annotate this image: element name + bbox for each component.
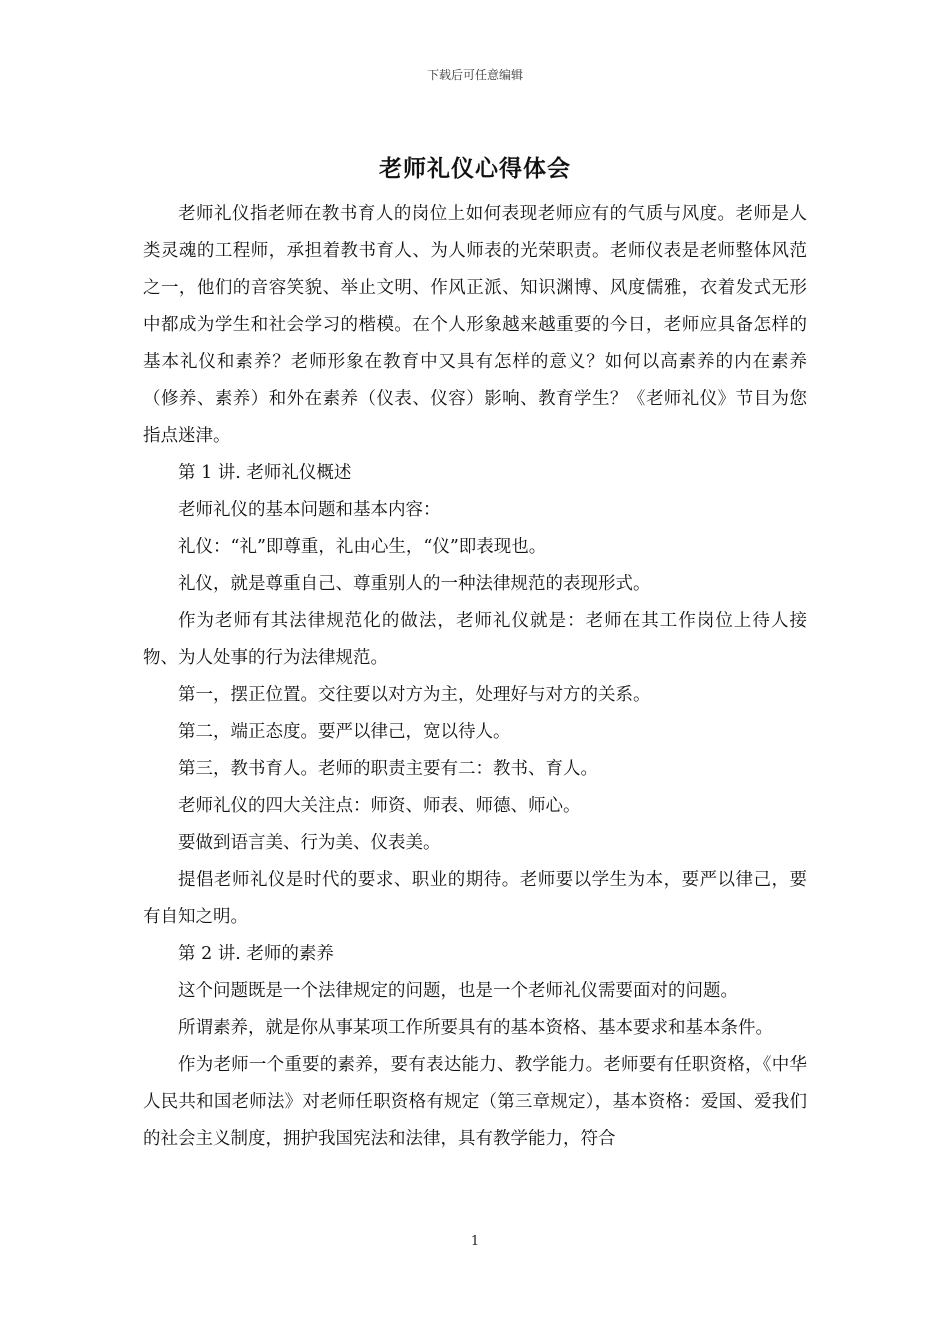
paragraph: 提倡老师礼仪是时代的要求、职业的期待。老师要以学生为本，要严以律己，要有自知之明。 [143, 870, 807, 927]
paragraph: 这个问题既是一个法律规定的问题，也是一个老师礼仪需要面对的问题。 [178, 981, 738, 1001]
header-note: 下载后可任意编辑 [426, 68, 523, 82]
page-number: 1 [470, 1234, 480, 1249]
paragraph-intro: 老师礼仪指老师在教书育人的岗位上如何表现老师应有的气质与风度。老师是人类灵魂的工程师，承担着教书育人、为人师表的光荣职责。老师仪表是老师整体风范之一，他们的音容笑貌、举止文明、作风正派、知识渊博、风度儒雅，衣着发式无形中都成为学生和社会学习的楷模。在个人形象越来越重要的今日，老师应具备怎样的基本礼仪和素养？老师形象在教育中又具有怎样的意义？如何以高素养的内在素养（修养、素养）和外在素养（仪表、仪容）影响、教育学生？《老师礼仪》节目为您指点迷津。 [143, 204, 807, 446]
paragraph: 礼仪：“礼”即尊重，礼由心生，“仪”即表现也。 [178, 537, 547, 557]
section-heading-lecture-2: 第 2 讲. 老师的素养 [178, 944, 334, 964]
paragraph: 老师礼仪的基本问题和基本内容： [178, 500, 441, 520]
paragraph: 第三，教书育人。老师的职责主要有二：教书、育人。 [178, 759, 598, 779]
paragraph: 第二，端正态度。要严以律己，宽以待人。 [178, 722, 511, 742]
paragraph: 作为老师有其法律规范化的做法，老师礼仪就是：老师在其工作岗位上待人接物、为人处事的行为法律规范。 [143, 611, 807, 668]
document-title: 老师礼仪心得体会 [379, 156, 571, 182]
paragraph: 所谓素养，就是你从事某项工作所要具有的基本资格、基本要求和基本条件。 [178, 1018, 773, 1038]
paragraph: 第一，摆正位置。交往要以对方为主，处理好与对方的关系。 [178, 685, 651, 705]
document-body [143, 196, 807, 1158]
section-heading-lecture-1: 第 1 讲. 老师礼仪概述 [178, 463, 352, 483]
paragraph: 要做到语言美、行为美、仪表美。 [178, 833, 441, 853]
paragraph: 礼仪，就是尊重自己、尊重别人的一种法律规范的表现形式。 [178, 574, 651, 594]
paragraph: 老师礼仪的四大关注点：师资、师表、师德、师心。 [178, 796, 581, 816]
paragraph: 作为老师一个重要的素养，要有表达能力、教学能力。老师要有任职资格，《中华人民共和国老师法》对老师任职资格有规定（第三章规定），基本资格：爱国、爱我们的社会主义制度，拥护我国宪法和法律，具有教学能力，符合 [143, 1055, 807, 1149]
